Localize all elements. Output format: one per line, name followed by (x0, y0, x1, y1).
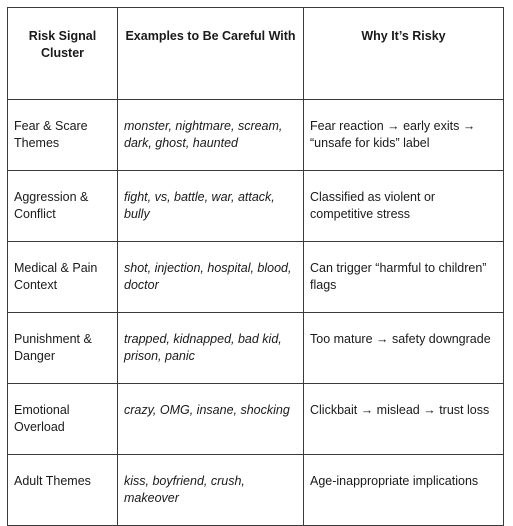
why-risky-cell: Classified as violent or competitive stress (304, 171, 504, 242)
cluster-cell: Emotional Overload (8, 384, 118, 455)
examples-cell: kiss, boyfriend, crush, makeover (118, 455, 304, 526)
examples-cell: crazy, OMG, insane, shocking (118, 384, 304, 455)
why-risky-cell: Can trigger “harmful to children” flags (304, 242, 504, 313)
cluster-cell: Aggression & Conflict (8, 171, 118, 242)
table-row (8, 100, 504, 171)
table-row (8, 455, 504, 526)
examples-cell: shot, injection, hospital, blood, doctor (118, 242, 304, 313)
header-risk-signal-cluster: Risk Signal Cluster (8, 8, 118, 100)
header-examples: Examples to Be Careful With (118, 8, 304, 100)
table-row (8, 384, 504, 455)
why-risky-cell: Fear reaction → early exits → “unsafe for kids” label (304, 100, 504, 171)
examples-cell: fight, vs, battle, war, attack, bully (118, 171, 304, 242)
examples-cell: monster, nightmare, scream, dark, ghost, haunted (118, 100, 304, 171)
risk-signal-table-container (7, 7, 503, 526)
why-risky-cell: Too mature → safety downgrade (304, 313, 504, 384)
examples-cell: trapped, kidnapped, bad kid, prison, panic (118, 313, 304, 384)
header-why-risky: Why It’s Risky (304, 8, 504, 100)
why-risky-cell: Clickbait → mislead → trust loss (304, 384, 504, 455)
cluster-cell: Medical & Pain Context (8, 242, 118, 313)
table-row (8, 171, 504, 242)
risk-signal-table (7, 7, 504, 526)
cluster-cell: Punishment & Danger (8, 313, 118, 384)
table-header-row (8, 8, 504, 100)
table-row (8, 242, 504, 313)
why-risky-cell: Age-inappropriate implications (304, 455, 504, 526)
cluster-cell: Fear & Scare Themes (8, 100, 118, 171)
table-row (8, 313, 504, 384)
cluster-cell: Adult Themes (8, 455, 118, 526)
